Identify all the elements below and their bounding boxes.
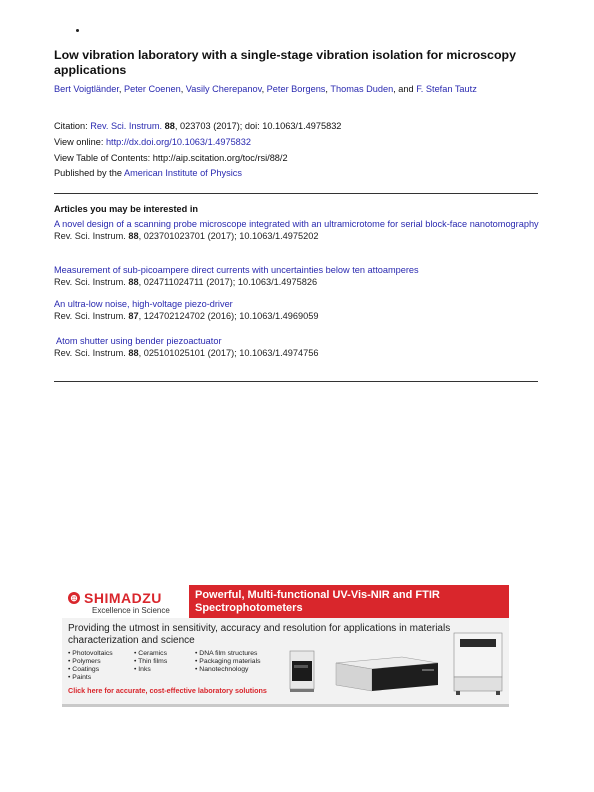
ad-bullets-col3: • DNA film structures • Packaging materials • Nanotechnology [195,650,260,674]
author-sep: , [261,84,267,94]
citation-label: Citation: [54,121,91,131]
related-article [54,336,544,359]
ad-brand: SHIMADZU [84,590,162,606]
author-link[interactable]: Vasily Cherepanov [185,84,262,94]
ad-headline: Powerful, Multi-functional UV-Vis-NIR and FTIR Spectrophotometers [195,589,440,614]
related-article-title[interactable]: Measurement of sub-picoampere direct currents with uncertainties below ten attoamperes [54,265,419,275]
ad-logo [62,585,189,618]
author-link[interactable]: Peter Borgens [266,84,326,94]
author-sep: , [325,84,331,94]
ad-brand-tagline: Excellence in Science [92,606,170,615]
related-article-ref: Rev. Sci. Instrum. 88, 023701023701 (2017); 10.1063/1.4975202 [54,230,319,241]
related-article [54,265,544,288]
author-sep: , [180,84,186,94]
related-article-title[interactable]: An ultra-low noise, high-voltage piezo-driver [54,299,233,309]
publisher-link[interactable]: American Institute of Physics [123,168,242,178]
shimadzu-ad-banner[interactable] [62,585,509,707]
author-link[interactable]: Thomas Duden [330,84,394,94]
author-link[interactable]: Peter Coenen [123,84,181,94]
related-article-ref: Rev. Sci. Instrum. 87, 124702124702 (2016); 10.1063/1.4969059 [54,310,319,321]
author-sep: , and [393,84,417,94]
article-title: Low vibration laboratory with a single-stage vibration isolation for microscopy applications [54,48,516,77]
view-toc-label: View Table of Contents: [54,153,153,163]
view-online-line [54,136,251,148]
spectrometer-small-image [288,647,318,695]
published-by-line [54,167,242,179]
view-toc-url[interactable]: http://aip.scitation.org/toc/rsi/88/2 [152,153,288,163]
related-heading: Articles you may be interested in [54,204,198,214]
citation-line [54,120,341,132]
spectrometer-cabinet-image [450,629,506,697]
journal-link[interactable]: Rev. Sci. Instrum. [90,121,163,131]
ad-bullets-col1: • Photovoltaics • Polymers • Coatings • Paints [68,650,113,682]
author-sep: , [118,84,124,94]
ad-cta-link[interactable]: Click here for accurate, cost-effective laboratory solutions [68,686,267,695]
related-article-ref: Rev. Sci. Instrum. 88, 025101025101 (2017); 10.1063/1.4974756 [54,347,319,358]
top-divider [54,193,538,194]
citation-rest: , 023703 (2017); doi: 10.1063/1.4975832 [174,121,342,131]
header-dot [76,29,79,32]
related-article-ref: Rev. Sci. Instrum. 88, 024711024711 (2017); 10.1063/1.4975826 [54,276,318,287]
related-article [54,299,544,322]
citation-volume: 88 [164,121,175,131]
related-article [54,219,544,242]
bottom-divider [54,381,538,382]
author-link[interactable]: F. Stefan Tautz [416,84,477,94]
author-list [54,83,544,95]
ad-bullets-col2: • Ceramics • Thin films • Inks [134,650,167,674]
related-article-title[interactable]: Atom shutter using bender piezoactuator [54,336,222,346]
shimadzu-logo-icon: ⊕ [68,592,80,604]
ad-subheadline: Providing the utmost in sensitivity, accuracy and resolution for applications in materials characterization and science [68,623,451,646]
published-by-label: Published by the [54,168,124,178]
view-toc-line [54,152,288,164]
spectrometer-large-image [332,653,442,695]
view-online-label: View online: [54,137,106,147]
view-online-link[interactable]: http://dx.doi.org/10.1063/1.4975832 [105,137,252,147]
related-article-title[interactable]: A novel design of a scanning probe microscope integrated with an ultramicrotome for serial block-face nanotomography [54,219,539,229]
author-link[interactable]: Bert Voigtländer [54,84,119,94]
